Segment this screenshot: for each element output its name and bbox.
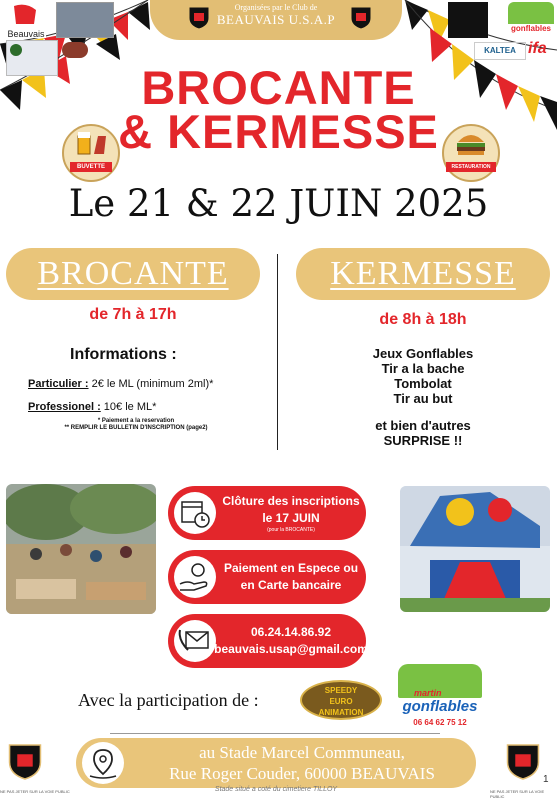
kermesse-more-line2: SURPRISE !! [383, 433, 463, 448]
beauvais-logo: Beauvais [6, 2, 46, 38]
speedy-text: SPEEDY [324, 686, 358, 695]
kermesse-heading-pill [296, 248, 550, 300]
beer-icon [64, 126, 118, 160]
location-line2: Rue Roger Couder, 60000 BEAUVAIS [169, 764, 435, 783]
column-divider [277, 254, 278, 450]
activity-item: Tir a la bache [381, 361, 465, 376]
club-crest-icon [8, 742, 42, 782]
inflatables-photo [400, 486, 550, 612]
cloture-info-block [168, 486, 366, 540]
location-divider [110, 733, 440, 734]
cloture-note: (pour la BROCANTE) [267, 527, 315, 533]
contact-badge [174, 620, 216, 662]
paiement-info-block [168, 550, 366, 604]
brocante-photo [6, 484, 156, 614]
professionel-label: Professionel : [28, 401, 101, 413]
contact-info-block [168, 614, 366, 668]
activity-item: Jeux Gonflables [372, 346, 474, 361]
activity-item: Tir au but [393, 391, 453, 406]
sponsor-photo-logo [56, 2, 114, 38]
professionel-value: 10€ le ML* [100, 401, 157, 413]
organised-by-text: Organisées par le Club de [234, 3, 318, 12]
kaltea-logo: KALTEA [474, 42, 526, 60]
email-address[interactable]: beauvais.usap@gmail.com [214, 642, 368, 656]
kermesse-more [296, 418, 550, 448]
gonflables-small-logo: gonflables [508, 2, 554, 38]
restauration-badge [442, 124, 500, 182]
cloture-line2: le 17 JUIN [262, 511, 320, 525]
burger-icon [444, 126, 498, 160]
particulier-line [28, 378, 213, 390]
brocante-info-title: Informations : [70, 346, 177, 363]
event-date: Le 21 & 22 JUIN 2025 [68, 182, 489, 225]
location-note: Stade situé a coté du cimetiere TILLOY [214, 786, 338, 793]
kermesse-more-line1: et bien d'autres [375, 418, 471, 433]
paiement-line1: Paiement en Espece ou [223, 561, 359, 575]
activity-item: Tombolat [394, 376, 452, 391]
buvette-label: BUVETTE [70, 162, 112, 172]
location-badge [82, 742, 124, 784]
brocante-heading: BROCANTE [37, 255, 229, 292]
martin-text: martin [414, 688, 442, 698]
title-kermesse: & KERMESSE [118, 105, 439, 158]
club-name: BEAUVAIS U.S.A.P [216, 12, 336, 27]
ifa-logo: ifa [528, 40, 547, 57]
location-pill [76, 738, 476, 788]
club-crest-icon [350, 6, 372, 30]
participation-label: Avec la participation de : [78, 690, 259, 710]
professionel-line [28, 401, 156, 413]
particulier-value: 2€ le ML (minimum 2ml)* [88, 378, 214, 390]
title-brocante: BROCANTE [141, 61, 416, 114]
restauration-label: RESTAURATION [446, 162, 496, 172]
location-line1: au Stade Marcel Communeau, [199, 743, 405, 762]
paiement-line2: en Carte bancaire [240, 578, 342, 592]
buvette-badge [62, 124, 120, 182]
euro-text: EURO [329, 697, 353, 706]
brocante-heading-pill [6, 248, 260, 300]
brocante-note-2: ** REMPLIR LE BULLETIN D'INSCRIPTION (page2) [64, 425, 208, 431]
kermesse-heading: KERMESSE [330, 255, 516, 292]
gonflables-text: gonflables [402, 698, 478, 715]
club-crest-icon [188, 6, 210, 30]
particulier-label: Particulier : [28, 378, 89, 390]
map-pin-icon [82, 742, 124, 784]
cloture-line1: Clôture des inscriptions [222, 494, 360, 508]
martin-phone: 06 64 62 75 12 [413, 718, 467, 727]
payment-badge [174, 556, 216, 598]
sponsor-badge-logo [62, 42, 88, 58]
sponsor-dark-logo [448, 2, 488, 38]
hand-coin-icon [174, 556, 216, 598]
phone-number[interactable]: 06.24.14.86.92 [250, 625, 332, 639]
club-crest-icon [506, 742, 540, 782]
kermesse-hours: de 8h à 18h [379, 311, 467, 328]
page-number: 1 [543, 774, 549, 785]
kermesse-activities [296, 346, 550, 406]
calendar-clock-badge [174, 492, 216, 534]
phone-mail-icon [174, 620, 216, 662]
animation-text: ANIMATION [318, 708, 364, 717]
martin-gonflables-logo [394, 664, 486, 734]
brocante-hours: de 7h à 17h [89, 306, 177, 323]
brocante-note-1: * Paiement a la reservation [97, 418, 175, 424]
left-public-note: NE PAS JETER SUR LA VOIE PUBLIC [0, 789, 70, 794]
right-public-note: NE PAS JETER SUR LA VOIE PUBLIC [490, 789, 545, 799]
calendar-icon [174, 492, 216, 534]
speedy-euro-logo [300, 680, 382, 720]
